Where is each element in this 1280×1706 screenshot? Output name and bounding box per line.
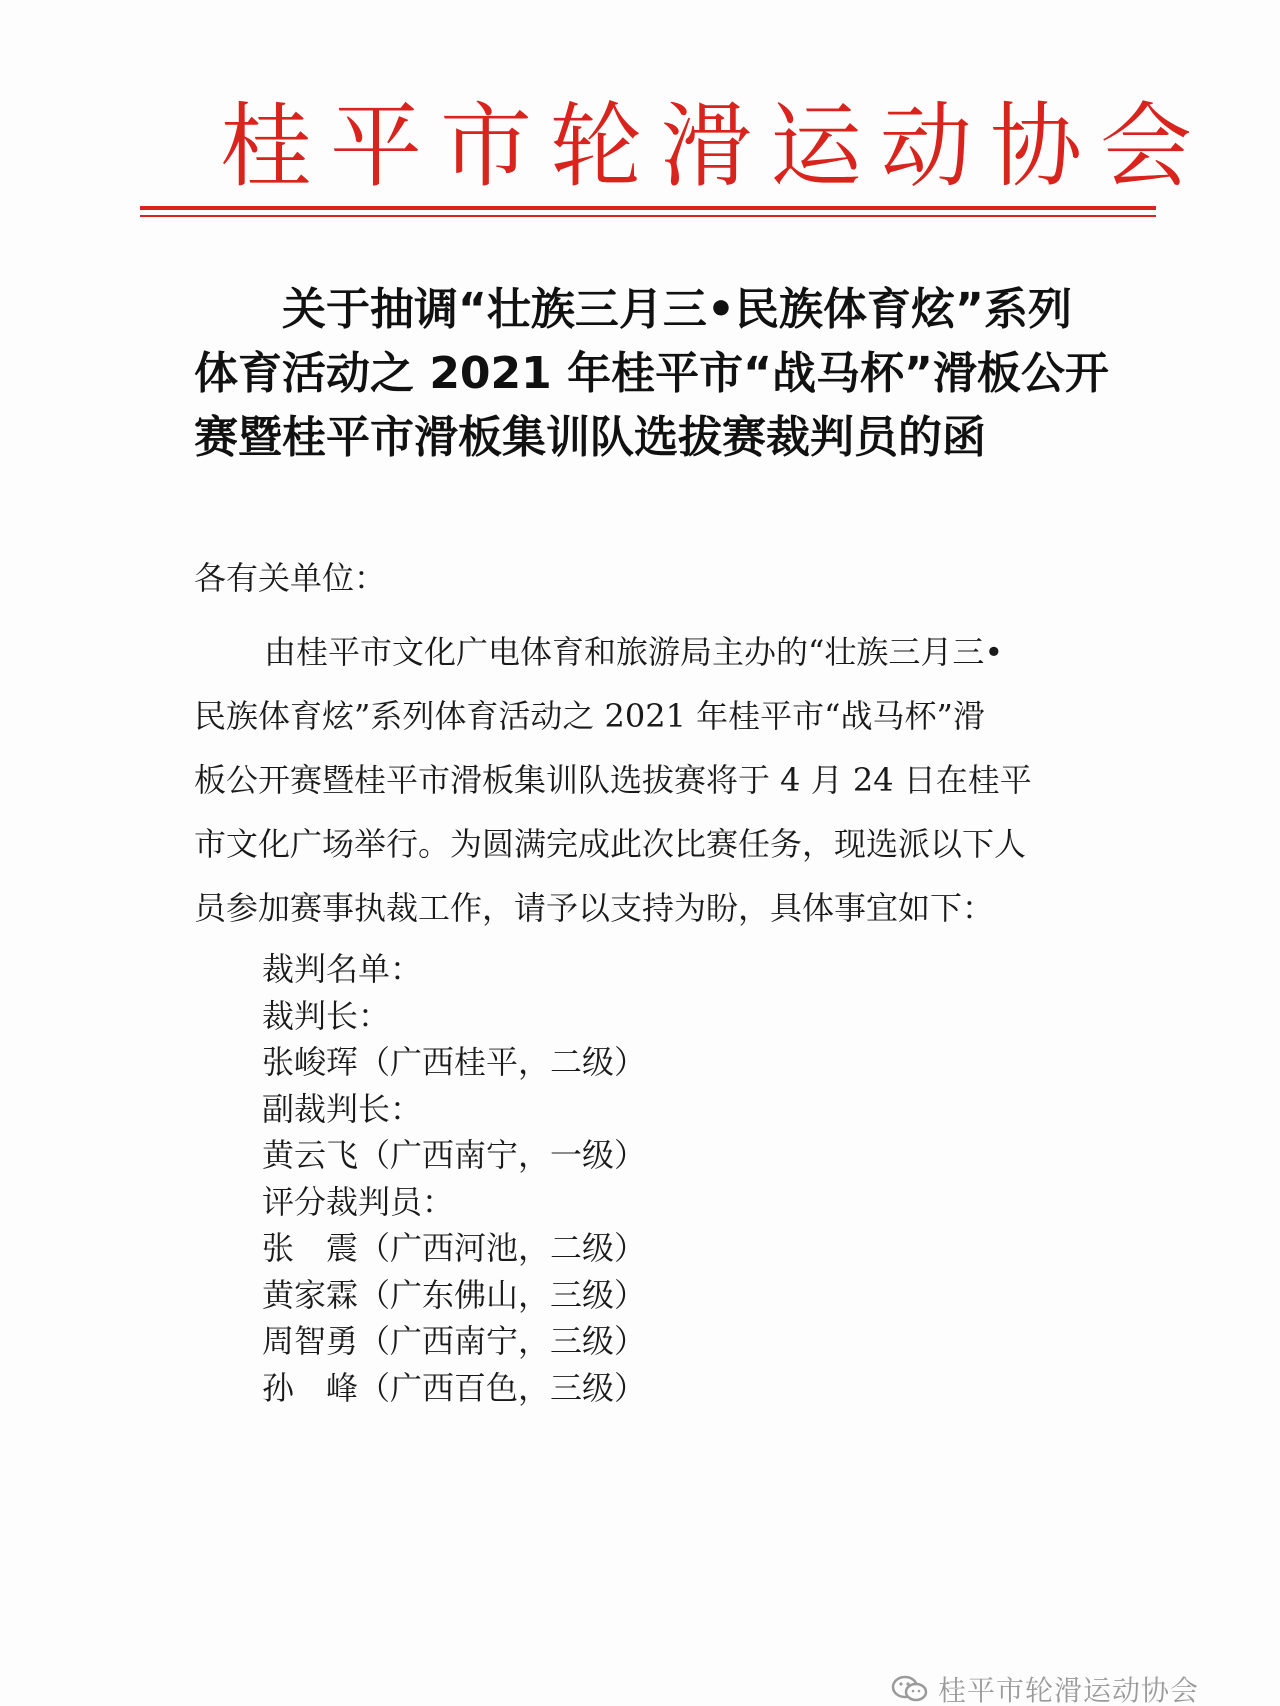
greeting: 各有关单位： [194,559,387,597]
header-rule-thin [140,215,1156,217]
body-paragraph [194,620,1114,940]
org-header: 桂平市轮滑运动协会 [220,93,1211,200]
wechat-watermark [890,1672,1250,1706]
referee-entry: 黄云飞（广西南宁，一级） [262,1136,647,1174]
title-line: 关于抽调“壮族三月三•民族体育炫”系列 [282,284,1072,335]
watermark-text: 桂平市轮滑运动协会 [938,1674,1200,1706]
wechat-icon [890,1674,930,1704]
paragraph-line: 民族体育炫”系列体育活动之 2021 年桂平市“战马杯”滑 [194,697,985,735]
referee-role-label: 副裁判长： [262,1089,423,1128]
title-line: 体育活动之 2021 年桂平市“战马杯”滑板公开 [194,348,1109,399]
paragraph-line: 由桂平市文化广电体育和旅游局主办的“壮族三月三• [264,633,1004,671]
title-line: 赛暨桂平市滑板集训队选拔赛裁判员的函 [194,412,986,463]
referee-role-label: 评分裁判员： [262,1182,455,1221]
referee-entry: 黄家霖（广东佛山，三级） [262,1275,647,1314]
referee-list [262,946,1062,1411]
referee-list-heading: 裁判名单： [262,950,423,988]
referee-entry: 周智勇（广西南宁，三级） [262,1322,647,1360]
header-rule-thick [140,206,1156,210]
paragraph-line: 员参加赛事执裁工作，请予以支持为盼，具体事宜如下： [194,889,995,927]
document-title [194,278,1114,470]
paragraph-line: 市文化广场举行。为圆满完成此次比赛任务，现选派以下人 [194,825,1027,863]
referee-entry: 孙 峰（广西百色，三级） [262,1368,647,1407]
referee-entry: 张 震（广西河池，二级） [262,1229,647,1267]
referee-entry: 张峻珲（广西桂平，二级） [262,1043,647,1081]
referee-role-label: 裁判长： [262,996,391,1035]
paragraph-line: 板公开赛暨桂平市滑板集训队选拔赛将于 4 月 24 日在桂平 [194,761,1032,799]
